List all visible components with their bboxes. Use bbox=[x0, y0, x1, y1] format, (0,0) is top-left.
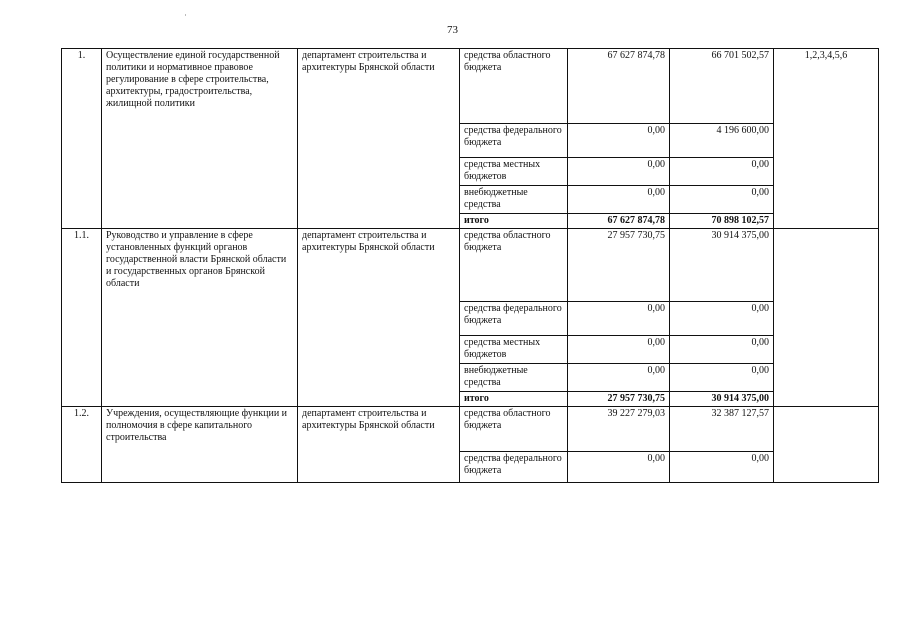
funding-source: средства местных бюджетов bbox=[460, 158, 568, 186]
amount-year-2: 0,00 bbox=[670, 336, 774, 364]
section-executor: департамент строительства и архитектуры Брянской области bbox=[298, 407, 460, 483]
scan-mark bbox=[185, 14, 186, 16]
amount-year-1: 39 227 279,03 bbox=[568, 407, 670, 452]
section-number: 1.2. bbox=[62, 407, 102, 483]
page-number: 73 bbox=[447, 24, 458, 36]
funding-source: средства федерального бюджета bbox=[460, 452, 568, 483]
funding-source: средства федерального бюджета bbox=[460, 302, 568, 336]
amount-year-1: 27 957 730,75 bbox=[568, 229, 670, 302]
amount-year-2: 30 914 375,00 bbox=[670, 229, 774, 302]
section-number: 1. bbox=[62, 49, 102, 229]
funding-source: внебюджетные средства bbox=[460, 186, 568, 214]
budget-table bbox=[61, 48, 879, 483]
amount-year-2: 0,00 bbox=[670, 452, 774, 483]
amount-year-2: 0,00 bbox=[670, 364, 774, 392]
amount-year-1: 0,00 bbox=[568, 158, 670, 186]
amount-year-1: 67 627 874,78 bbox=[568, 49, 670, 124]
funding-source: внебюджетные средства bbox=[460, 364, 568, 392]
section-name: Учреждения, осуществляющие функции и полномочия в сфере капитального строительства bbox=[102, 407, 298, 483]
amount-year-2: 0,00 bbox=[670, 158, 774, 186]
indicator-refs bbox=[774, 229, 879, 407]
funding-source: средства местных бюджетов bbox=[460, 336, 568, 364]
funding-source: итого bbox=[460, 214, 568, 229]
amount-year-2: 32 387 127,57 bbox=[670, 407, 774, 452]
amount-year-1: 0,00 bbox=[568, 302, 670, 336]
funding-source: средства областного бюджета bbox=[460, 49, 568, 124]
amount-year-1: 0,00 bbox=[568, 336, 670, 364]
section-name: Руководство и управление в сфере установленных функций органов государственной власти Брянской области и государственных органов Брянской области bbox=[102, 229, 298, 407]
table-row bbox=[62, 49, 879, 124]
table-row bbox=[62, 407, 879, 452]
section-executor: департамент строительства и архитектуры Брянской области bbox=[298, 229, 460, 407]
amount-year-1: 0,00 bbox=[568, 452, 670, 483]
funding-source: средства областного бюджета bbox=[460, 407, 568, 452]
section-number: 1.1. bbox=[62, 229, 102, 407]
section-executor: департамент строительства и архитектуры Брянской области bbox=[298, 49, 460, 229]
amount-year-2: 66 701 502,57 bbox=[670, 49, 774, 124]
indicator-refs bbox=[774, 407, 879, 483]
table-row bbox=[62, 229, 879, 302]
amount-year-1: 0,00 bbox=[568, 124, 670, 158]
funding-source: итого bbox=[460, 392, 568, 407]
amount-year-1: 0,00 bbox=[568, 186, 670, 214]
section-name: Осуществление единой государственной политики и нормативное правовое регулирование в сфере строительства, архитектуры, градостроительства, жилищной политики bbox=[102, 49, 298, 229]
amount-year-2: 30 914 375,00 bbox=[670, 392, 774, 407]
amount-year-1: 67 627 874,78 bbox=[568, 214, 670, 229]
funding-source: средства областного бюджета bbox=[460, 229, 568, 302]
amount-year-1: 27 957 730,75 bbox=[568, 392, 670, 407]
amount-year-2: 4 196 600,00 bbox=[670, 124, 774, 158]
amount-year-1: 0,00 bbox=[568, 364, 670, 392]
funding-source: средства федерального бюджета bbox=[460, 124, 568, 158]
indicator-refs: 1,2,3,4,5,6 bbox=[774, 49, 879, 229]
amount-year-2: 0,00 bbox=[670, 302, 774, 336]
amount-year-2: 0,00 bbox=[670, 186, 774, 214]
amount-year-2: 70 898 102,57 bbox=[670, 214, 774, 229]
